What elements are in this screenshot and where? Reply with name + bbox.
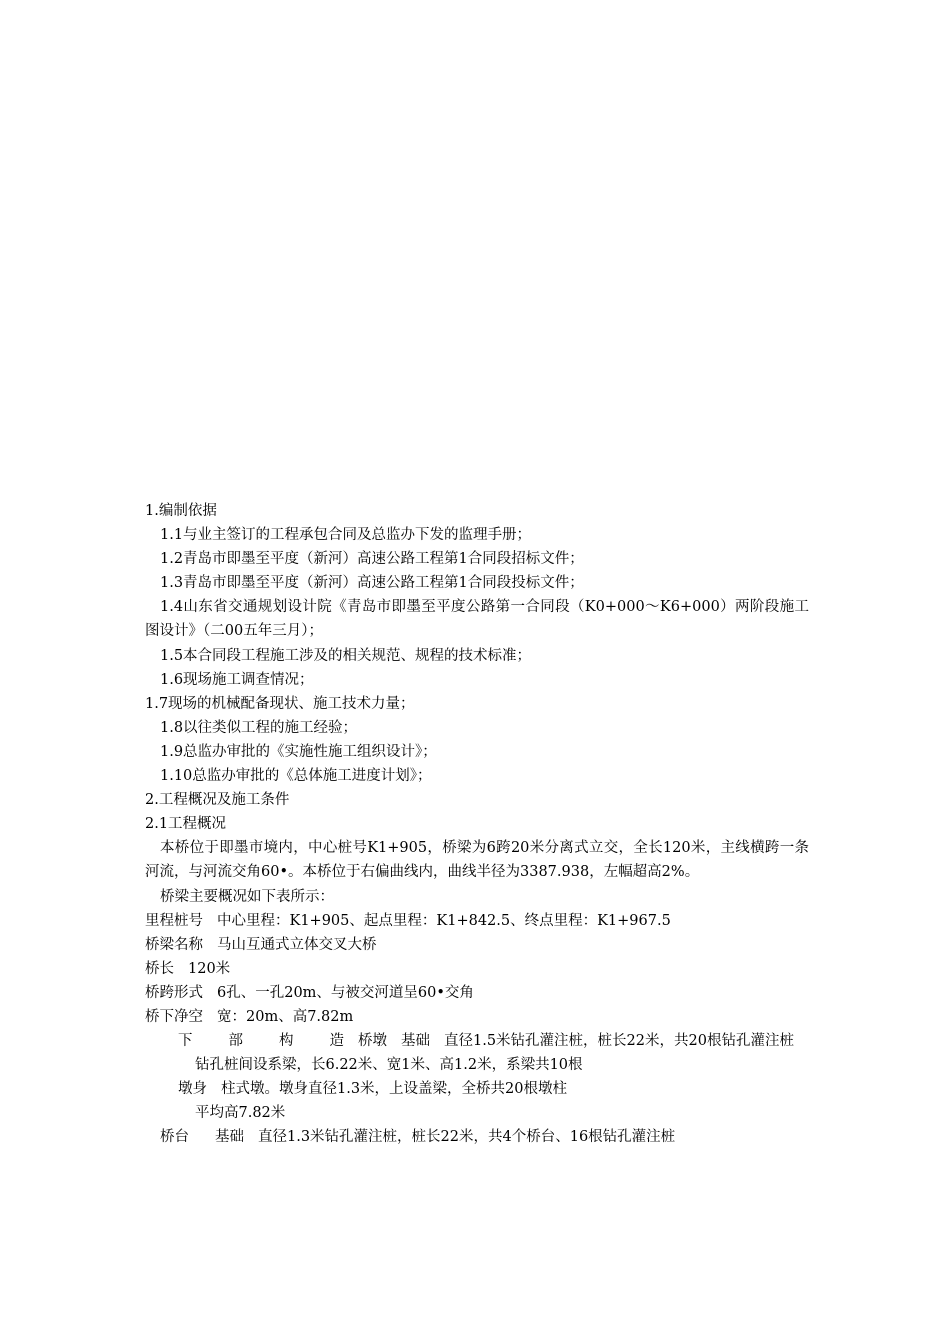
bridge-length-label: 桥长 <box>145 960 174 977</box>
section-2-1-heading: 2.1工程概况 <box>145 816 227 833</box>
section-2-heading: 2.工程概况及施工条件 <box>145 792 290 809</box>
table-row-abutment <box>145 1125 809 1149</box>
table-row-tie-beam: 钻孔桩间设系梁，长6.22米、宽1米、高1.2米，系梁共10根 <box>195 1057 583 1074</box>
substructure-char: 造 <box>329 1033 344 1050</box>
clearance-label: 桥下净空 <box>145 1008 203 1025</box>
list-item: 1.7现场的机械配备现状、施工技术力量； <box>145 695 415 712</box>
span-form-label: 桥跨形式 <box>145 984 203 1001</box>
clearance-value: 宽：20m、高7.82m <box>217 1008 354 1025</box>
list-item: 1.9总监办审批的《实施性施工组织设计》； <box>160 743 437 760</box>
document-body <box>145 499 809 1150</box>
station-label: 里程桩号 <box>145 912 203 929</box>
abutment-label: 桥台 <box>160 1129 189 1146</box>
pier-body-label: 墩身 <box>178 1081 207 1098</box>
table-row-length <box>145 957 809 981</box>
list-item: 1.6现场施工调查情况； <box>160 671 314 688</box>
overview-paragraph <box>145 836 809 884</box>
table-row-station <box>145 909 809 933</box>
pier-foundation-label: 基础 <box>401 1033 430 1050</box>
table-row-clearance <box>145 1005 809 1029</box>
substructure-char: 部 <box>228 1033 243 1050</box>
list-item: 1.1与业主签订的工程承包合同及总监办下发的监理手册； <box>160 527 532 544</box>
table-intro: 桥梁主要概况如下表所示： <box>160 888 334 905</box>
pier-body-value: 柱式墩。墩身直径1.3米，上设盖梁，全桥共20根墩柱 <box>221 1081 568 1098</box>
substructure-char: 下 <box>178 1033 193 1050</box>
bridge-length-value: 120米 <box>188 960 231 977</box>
overview-paragraph-text: 本桥位于即墨市境内，中心桩号K1+905，桥梁为6跨20米分离式立交，全长120米，主线横跨一条河流，与河流交角60•。本桥位于右偏曲线内，曲线半径为3387.938，左幅超高2%。 <box>145 840 809 881</box>
table-row-span <box>145 981 809 1005</box>
table-row-avg-height: 平均高7.82米 <box>195 1105 286 1122</box>
substructure-char: 构 <box>279 1033 294 1050</box>
list-item: 1.3青岛市即墨至平度（新河）高速公路工程第1合同段投标文件； <box>160 575 584 592</box>
station-value: 中心里程：K1+905、起点里程：K1+842.5、终点里程：K1+967.5 <box>217 912 671 929</box>
pier-label: 桥墩 <box>358 1033 387 1050</box>
list-item: 1.8以往类似工程的施工经验； <box>160 719 358 736</box>
pier-foundation-value: 直径1.5米钻孔灌注桩，桩长22米，共20根钻孔灌注桩 <box>444 1033 794 1050</box>
span-form-value: 6孔、一孔20m、与被交河道呈60•交角 <box>217 984 474 1001</box>
list-item: 1.10总监办审批的《总体施工进度计划》； <box>160 768 432 785</box>
abutment-foundation-value: 直径1.3米钻孔灌注桩，桩长22米，共4个桥台、16根钻孔灌注桩 <box>258 1129 676 1146</box>
section-1-heading: 1.编制依据 <box>145 503 217 519</box>
list-item <box>145 595 809 643</box>
abutment-foundation-label: 基础 <box>215 1129 244 1146</box>
list-item: 1.2青岛市即墨至平度（新河）高速公路工程第1合同段招标文件； <box>160 551 584 568</box>
bridge-name-value: 马山互通式立体交叉大桥 <box>217 936 377 953</box>
bridge-name-label: 桥梁名称 <box>145 936 203 953</box>
table-row-pier-body <box>145 1077 809 1101</box>
table-row-pier-foundation <box>145 1029 809 1053</box>
list-item: 1.5本合同段工程施工涉及的相关规范、规程的技术标准； <box>160 647 532 664</box>
table-row-name <box>145 933 809 957</box>
list-item-text: 1.4山东省交通规划设计院《青岛市即墨至平度公路第一合同段（K0+000～K6+000）两阶段施工图设计》（二00五年三月）； <box>145 599 809 640</box>
